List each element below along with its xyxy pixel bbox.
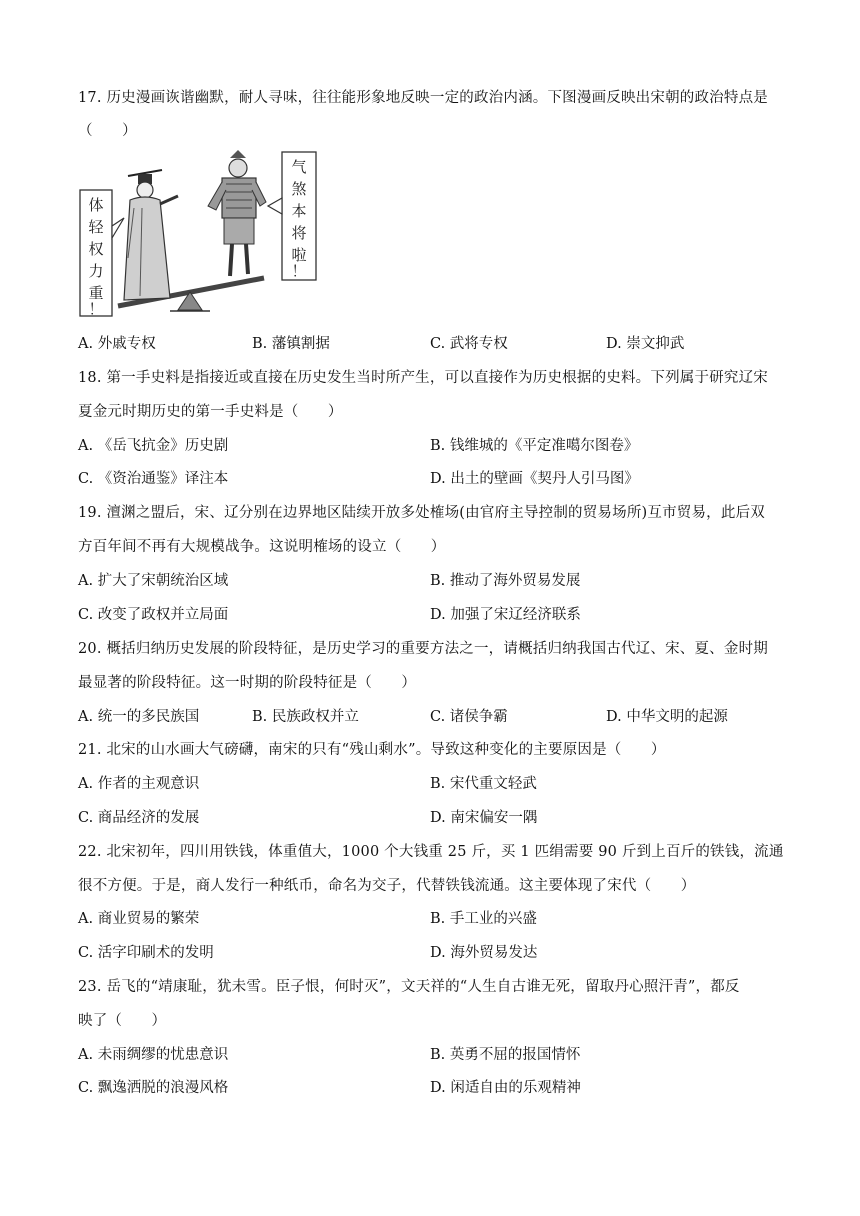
question-18-text-line-2: 夏金元时期历史的第一手史料是（ ）	[78, 404, 343, 420]
option-21-a: A. 作者的主观意识	[78, 776, 200, 792]
question-17-text-line-2: （ ）	[78, 123, 137, 139]
option-23-c: C. 飘逸洒脱的浪漫风格	[78, 1080, 229, 1096]
question-19-text-line-2: 方百年间不再有大规模战争。这说明榷场的设立（ ）	[78, 539, 446, 555]
option-22-a: A. 商业贸易的繁荣	[78, 911, 200, 927]
option-22-c: C. 活字印刷术的发明	[78, 945, 214, 961]
military-general-figure	[208, 150, 266, 276]
question-20-text-line-1: 20. 概括归纳历史发展的阶段特征，是历史学习的重要方法之一，请概括归纳我国古代辽、宋、夏、金时期	[78, 641, 768, 657]
civil-official-figure	[124, 170, 178, 300]
option-19-c: C. 改变了政权并立局面	[78, 607, 229, 623]
question-22-text-line-1: 22. 北宋初年，四川用铁钱，体重值大，1000 个大钱重 25 斤，买 1 匹绢需要 90 斤到上百斤的铁钱，流通	[78, 844, 784, 860]
question-23-text-line-2: 映了（ ）	[78, 1013, 167, 1029]
option-17-d: D. 崇文抑武	[606, 336, 685, 352]
right-bubble-char: ！	[291, 262, 307, 280]
song-dynasty-cartoon	[78, 148, 340, 320]
option-19-d: D. 加强了宋辽经济联系	[430, 607, 581, 623]
right-bubble-char: 啦	[291, 246, 307, 264]
option-20-a: A. 统一的多民族国	[78, 709, 200, 725]
question-19-text-line-1: 19. 澶渊之盟后，宋、辽分别在边界地区陆续开放多处榷场(由官府主导控制的贸易场所)互市贸易，此后双	[78, 505, 765, 521]
option-17-a: A. 外戚专权	[78, 336, 156, 352]
option-19-b: B. 推动了海外贸易发展	[430, 573, 581, 589]
question-18-text-line-1: 18. 第一手史料是指接近或直接在历史发生当时所产生，可以直接作为历史根据的史料。下列属于研究辽宋	[78, 370, 768, 386]
option-22-d: D. 海外贸易发达	[430, 945, 538, 961]
question-20-text-line-2: 最显著的阶段特征。这一时期的阶段特征是（ ）	[78, 675, 417, 691]
right-bubble-char: 将	[291, 224, 307, 242]
option-20-b: B. 民族政权并立	[252, 709, 359, 725]
option-19-a: A. 扩大了宋朝统治区域	[78, 573, 229, 589]
option-22-b: B. 手工业的兴盛	[430, 911, 537, 927]
question-21-text-line-1: 21. 北宋的山水画大气磅礴，南宋的只有“残山剩水”。导致这种变化的主要原因是（ ）	[78, 742, 666, 758]
left-bubble-char: 权	[88, 240, 104, 258]
option-18-b: B. 钱维城的《平定准噶尔图卷》	[430, 438, 639, 454]
right-bubble-char: 本	[291, 202, 307, 220]
question-23-text-line-1: 23. 岳飞的“靖康耻，犹未雪。臣子恨，何时灭”，文天祥的“人生自古谁无死，留取丹心照汗青”，都反	[78, 979, 740, 995]
question-22-text-line-2: 很不方便。于是，商人发行一种纸币，命名为交子，代替铁钱流通。这主要体现了宋代（ ）	[78, 878, 696, 894]
option-17-c: C. 武将专权	[430, 336, 508, 352]
left-bubble-char: 力	[88, 262, 104, 280]
option-18-d: D. 出土的壁画《契丹人引马图》	[430, 471, 639, 487]
option-23-b: B. 英勇不屈的报国情怀	[430, 1047, 581, 1063]
option-18-c: C. 《资治通鉴》译注本	[78, 471, 229, 487]
option-23-d: D. 闲适自由的乐观精神	[430, 1080, 581, 1096]
option-20-c: C. 诸侯争霸	[430, 709, 508, 725]
left-bubble-char: ！	[88, 300, 104, 318]
question-17-text-line-1: 17. 历史漫画诙谐幽默，耐人寻味，往往能形象地反映一定的政治内涵。下图漫画反映出宋朝的政治特点是	[78, 90, 768, 106]
option-20-d: D. 中华文明的起源	[606, 709, 728, 725]
left-bubble-char: 轻	[88, 218, 104, 236]
option-21-b: B. 宋代重文轻武	[430, 776, 537, 792]
right-bubble-char: 气	[291, 158, 307, 176]
option-21-d: D. 南宋偏安一隅	[430, 810, 538, 826]
left-bubble-char: 重	[88, 284, 104, 302]
right-bubble-char: 煞	[291, 180, 307, 198]
option-21-c: C. 商品经济的发展	[78, 810, 200, 826]
left-bubble-char: 体	[88, 196, 104, 214]
option-18-a: A. 《岳飞抗金》历史剧	[78, 438, 229, 454]
option-17-b: B. 藩镇割据	[252, 336, 330, 352]
option-23-a: A. 未雨绸缪的忧患意识	[78, 1047, 229, 1063]
